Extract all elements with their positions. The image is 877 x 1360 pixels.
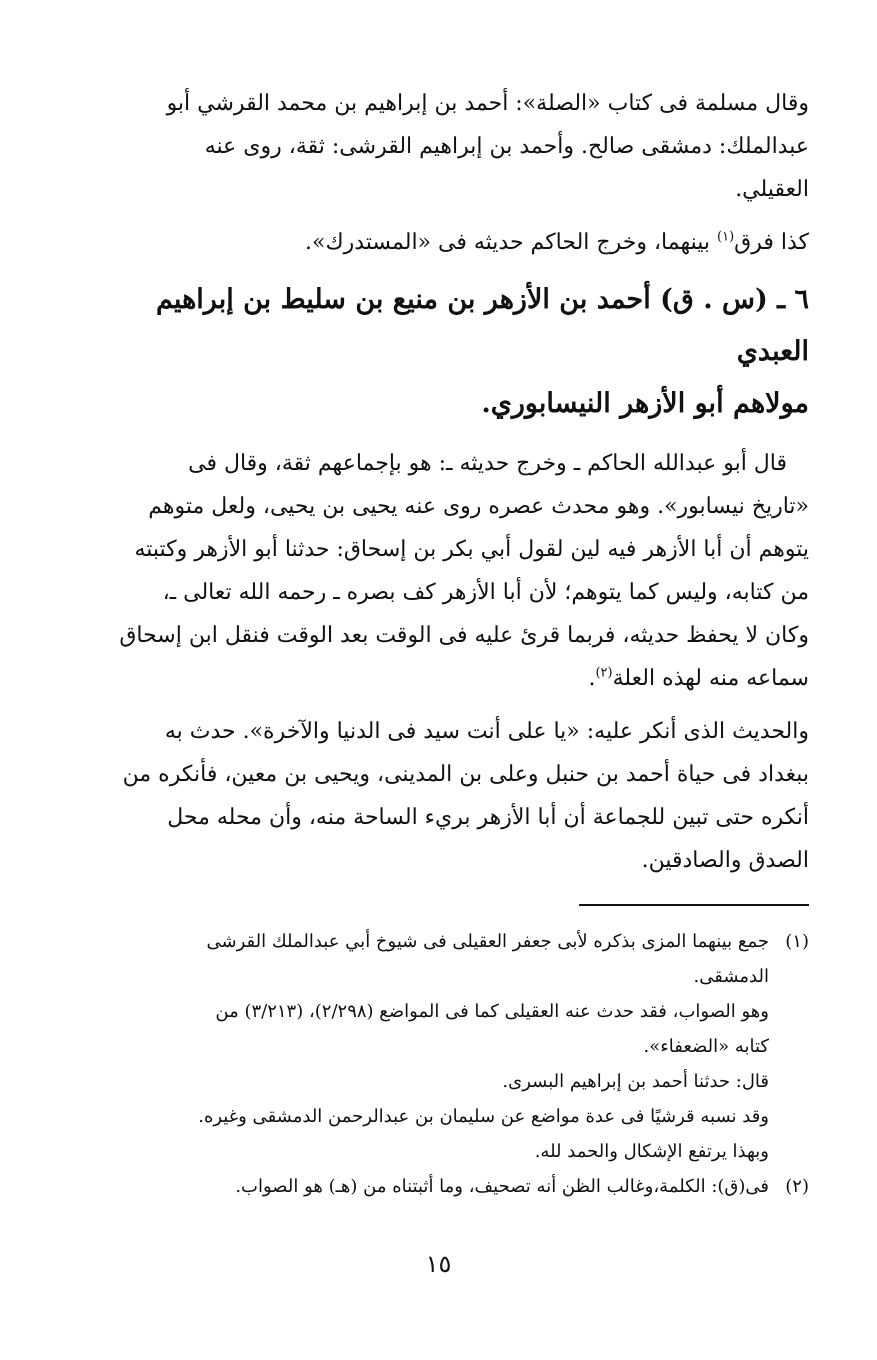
paragraph-hadith-objection <box>100 710 809 882</box>
footnote-line: جمع بينهما المزى بذكره لأبى جعفر العقيلى فى شيوخ أبي عبدالملك القرشى <box>206 931 769 952</box>
text-line: العقيلي. <box>735 177 809 202</box>
paragraph-maslama-quote <box>100 82 809 211</box>
heading-line: ٦ ـ (س . ق) أحمد بن الأزهر بن منيع بن سليط بن إبراهيم العبدي <box>155 284 809 367</box>
text-line: يتوهم أن أبا الأزهر فيه لين لقول أبي بكر بن إسحاق: حدثنا أبو الأزهر وكتبته <box>134 537 809 562</box>
text-line: من كتابه، وليس كما يتوهم؛ لأن أبا الأزهر كف بصره ـ رحمه الله تعالى ـ، <box>162 580 809 605</box>
text-line: «تاريخ نيسابور». وهو محدث عصره روى عنه يحيى بن يحيى، ولعل متوهم <box>148 494 809 519</box>
text-line: أنكره حتى تبين للجماعة أن أبا الأزهر بريء الساحة منه، وأن محله محل <box>167 805 809 830</box>
text-line: والحديث الذى أنكر عليه: «يا على أنت سيد فى الدنيا والآخرة». حدث به <box>164 719 809 744</box>
footnote-number: (٢) <box>785 1176 809 1197</box>
text-line: عبدالملك: دمشقى صالح. وأحمد بن إبراهيم القرشى: ثقة، روى عنه <box>204 134 809 159</box>
footnote-line: قال: حدثنا أحمد بن إبراهيم البسرى. <box>502 1071 769 1092</box>
text-line: وقال مسلمة فى كتاب «الصلة»: أحمد بن إبراهيم بن محمد القرشي أبو <box>166 91 809 116</box>
footnotes <box>100 924 809 1204</box>
footnote-body <box>100 1169 769 1204</box>
text-line: ببغداد فى حياة أحمد بن حنبل وعلى بن المدينى، ويحيى بن معين، فأنكره من <box>122 762 809 787</box>
footnote-line: فى(ق): الكلمة،وغالب الظن أنه تصحيف، وما أثبتناه من (هـ) هو الصواب. <box>235 1176 769 1197</box>
paragraph-distinction <box>100 221 809 264</box>
footnote-2 <box>100 1169 809 1204</box>
text-segment: سماعه منه لهذه العلة <box>612 666 809 691</box>
paragraph-hakim-quote <box>100 442 809 700</box>
footnote-line: وقد نسبه قرشيًا فى عدة مواضع عن سليمان بن عبدالرحمن الدمشقى وغيره. <box>198 1106 769 1127</box>
footnote-number: (١) <box>785 931 809 952</box>
footnote-line: وبهذا يرتفع الإشكال والحمد لله. <box>534 1141 769 1162</box>
text-line: الصدق والصادقين. <box>641 848 809 873</box>
text-segment: . <box>588 666 596 691</box>
text-line: وكان لا يحفظ حديثه، فربما قرئ عليه فى الوقت بعد الوقت فنقل ابن إسحاق <box>119 623 809 648</box>
text-line <box>100 221 809 264</box>
entry-heading <box>100 274 809 430</box>
text-line: قال أبو عبدالله الحاكم ـ وخرج حديثه ـ: هو بإجماعهم ثقة، وقال فى <box>188 451 787 476</box>
text-line <box>100 657 809 700</box>
footnote-line: الدمشقى. <box>693 966 769 987</box>
footnote-divider <box>579 904 809 906</box>
footnote-line: كتابه «الضعفاء». <box>643 1036 769 1057</box>
page-number: ١٥ <box>425 1250 452 1278</box>
footnote-body <box>100 924 769 1169</box>
footnote-ref-2[interactable]: (٢) <box>595 665 613 681</box>
heading-line: مولاهم أبو الأزهر النيسابوري. <box>481 388 809 419</box>
footnote-1 <box>100 924 809 1169</box>
footnote-ref-1[interactable]: (١) <box>717 229 735 245</box>
text-segment: بينهما، وخرج الحاكم حديثه فى «المستدرك». <box>305 230 717 255</box>
footnote-line: وهو الصواب، فقد حدث عنه العقيلى كما فى المواضع (٢/٢٩٨)، (٣/٢١٣) من <box>215 1001 769 1022</box>
text-segment: كذا فرق <box>734 230 809 255</box>
